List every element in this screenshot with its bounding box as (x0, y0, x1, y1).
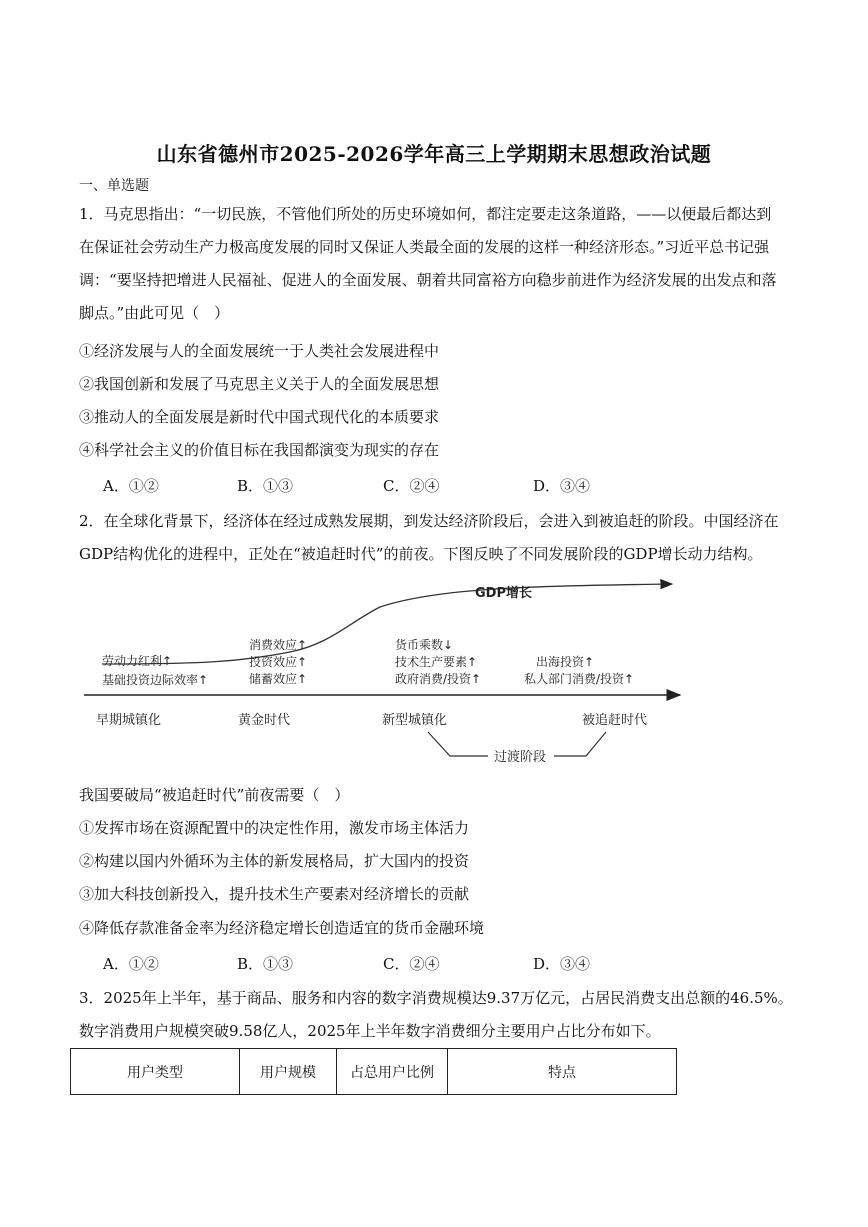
q3-line-2: 数字消费用户规模突破9.58亿人，2025年上半年数字消费细分主要用户占比分布如下。 (79, 1022, 661, 1040)
q2-question: 我国要破局“被追赶时代”前夜需要（ ） (79, 786, 350, 804)
q2-statement-4: ④降低存款准备金率为经济稳定增长创造适宜的货币金融环境 (79, 919, 485, 937)
q2-line-2: GDP结构优化的进程中，正处在“被追赶时代”的前夜。下图反映了不同发展阶段的GDP增长动力结构。 (79, 545, 763, 563)
group4-item-2: 私人部门消费/投资↑ (524, 672, 635, 686)
q1-statement-3: ③推动人的全面发展是新时代中国式现代化的本质要求 (79, 408, 440, 426)
transition-label: 过渡阶段 (494, 750, 547, 765)
group3-item-2: 技术生产要素↑ (395, 655, 478, 669)
q2-option-a[interactable]: A．①② (103, 955, 159, 973)
gdp-curve-label: GDP增长 (475, 586, 532, 601)
group2-item-1: 消费效应↑ (249, 638, 308, 652)
q1-line-4: 脚点。”由此可见（ ） (79, 304, 230, 322)
group4-item-1: 出海投资↑ (536, 655, 595, 669)
section-heading: 一、单选题 (79, 178, 149, 194)
q1-statement-1: ①经济发展与人的全面发展统一于人类社会发展进程中 (79, 342, 440, 360)
stage-label-4: 被追赶时代 (582, 713, 648, 728)
q2-statement-3: ③加大科技创新投入，提升技术生产要素对经济增长的贡献 (79, 885, 470, 903)
q1-option-c[interactable]: C．②④ (383, 477, 440, 495)
group1-item-1: 劳动力红利↑ (102, 654, 173, 668)
stage-label-2: 黄金时代 (238, 713, 291, 728)
q1-statement-4: ④科学社会主义的价值目标在我国都演变为现实的存在 (79, 441, 440, 459)
q1-line-3: 调：“要坚持把增进人民福祉、促进人的全面发展、朝着共同富裕方向稳步前进作为经济发展的出发点和落 (79, 271, 777, 289)
q1-line-2: 在保证社会劳动生产力极高度发展的同时又保证人类最全面的发展的这样一种经济形态。”习近平总书记强 (79, 238, 770, 256)
q2-statement-2: ②构建以国内外循环为主体的新发展格局，扩大国内的投资 (79, 852, 470, 870)
gdp-growth-curve (102, 584, 672, 664)
q2-option-b[interactable]: B．①③ (237, 955, 294, 973)
q2-line-1: 2．在全球化背景下，经济体在经过成熟发展期，到发达经济阶段后，会进入到被追赶的阶段。中国经济在 (79, 512, 779, 530)
transition-bracket-left (428, 732, 488, 756)
table-header-row (71, 1049, 677, 1095)
group2-item-3: 储蓄效应↑ (249, 672, 308, 686)
q1-option-a[interactable]: A．①② (103, 477, 159, 495)
q3-line-1: 3．2025年上半年，基于商品、服务和内容的数字消费规模达9.37万亿元，占居民消费支出总额的46.5%。 (79, 989, 793, 1007)
gdp-growth-diagram (80, 572, 700, 772)
q2-statement-1: ①发挥市场在资源配置中的决定性作用，激发市场主体活力 (79, 819, 470, 837)
group1-item-2: 基础投资边际效率↑ (102, 673, 209, 687)
group2-item-2: 投资效应↑ (249, 655, 308, 669)
group3-item-1: 货币乘数↓ (395, 638, 454, 652)
q1-line-1: 1．马克思指出：“一切民族，不管他们所处的历史环境如何，都注定要走这条道路，——以便最后都达到 (79, 205, 772, 223)
transition-bracket-right (554, 732, 606, 756)
q1-statement-2: ②我国创新和发展了马克思主义关于人的全面发展思想 (79, 375, 440, 393)
user-distribution-table (70, 1048, 677, 1095)
q2-option-c[interactable]: C．②④ (383, 955, 440, 973)
group3-item-3: 政府消费/投资↑ (395, 672, 482, 686)
table-header-cell: 特点 (448, 1049, 677, 1095)
q2-option-d[interactable]: D．③④ (533, 955, 591, 973)
page-title: 山东省德州市2025-2026学年高三上学期期末思想政治试题 (156, 142, 712, 166)
table-header-cell: 用户类型 (71, 1049, 240, 1095)
table-header-cell: 用户规模 (240, 1049, 337, 1095)
stage-label-1: 早期城镇化 (96, 713, 162, 728)
stage-label-3: 新型城镇化 (382, 713, 448, 728)
q1-option-b[interactable]: B．①③ (237, 477, 294, 495)
table-header-cell: 占总用户比例 (337, 1049, 448, 1095)
q1-option-d[interactable]: D．③④ (533, 477, 591, 495)
